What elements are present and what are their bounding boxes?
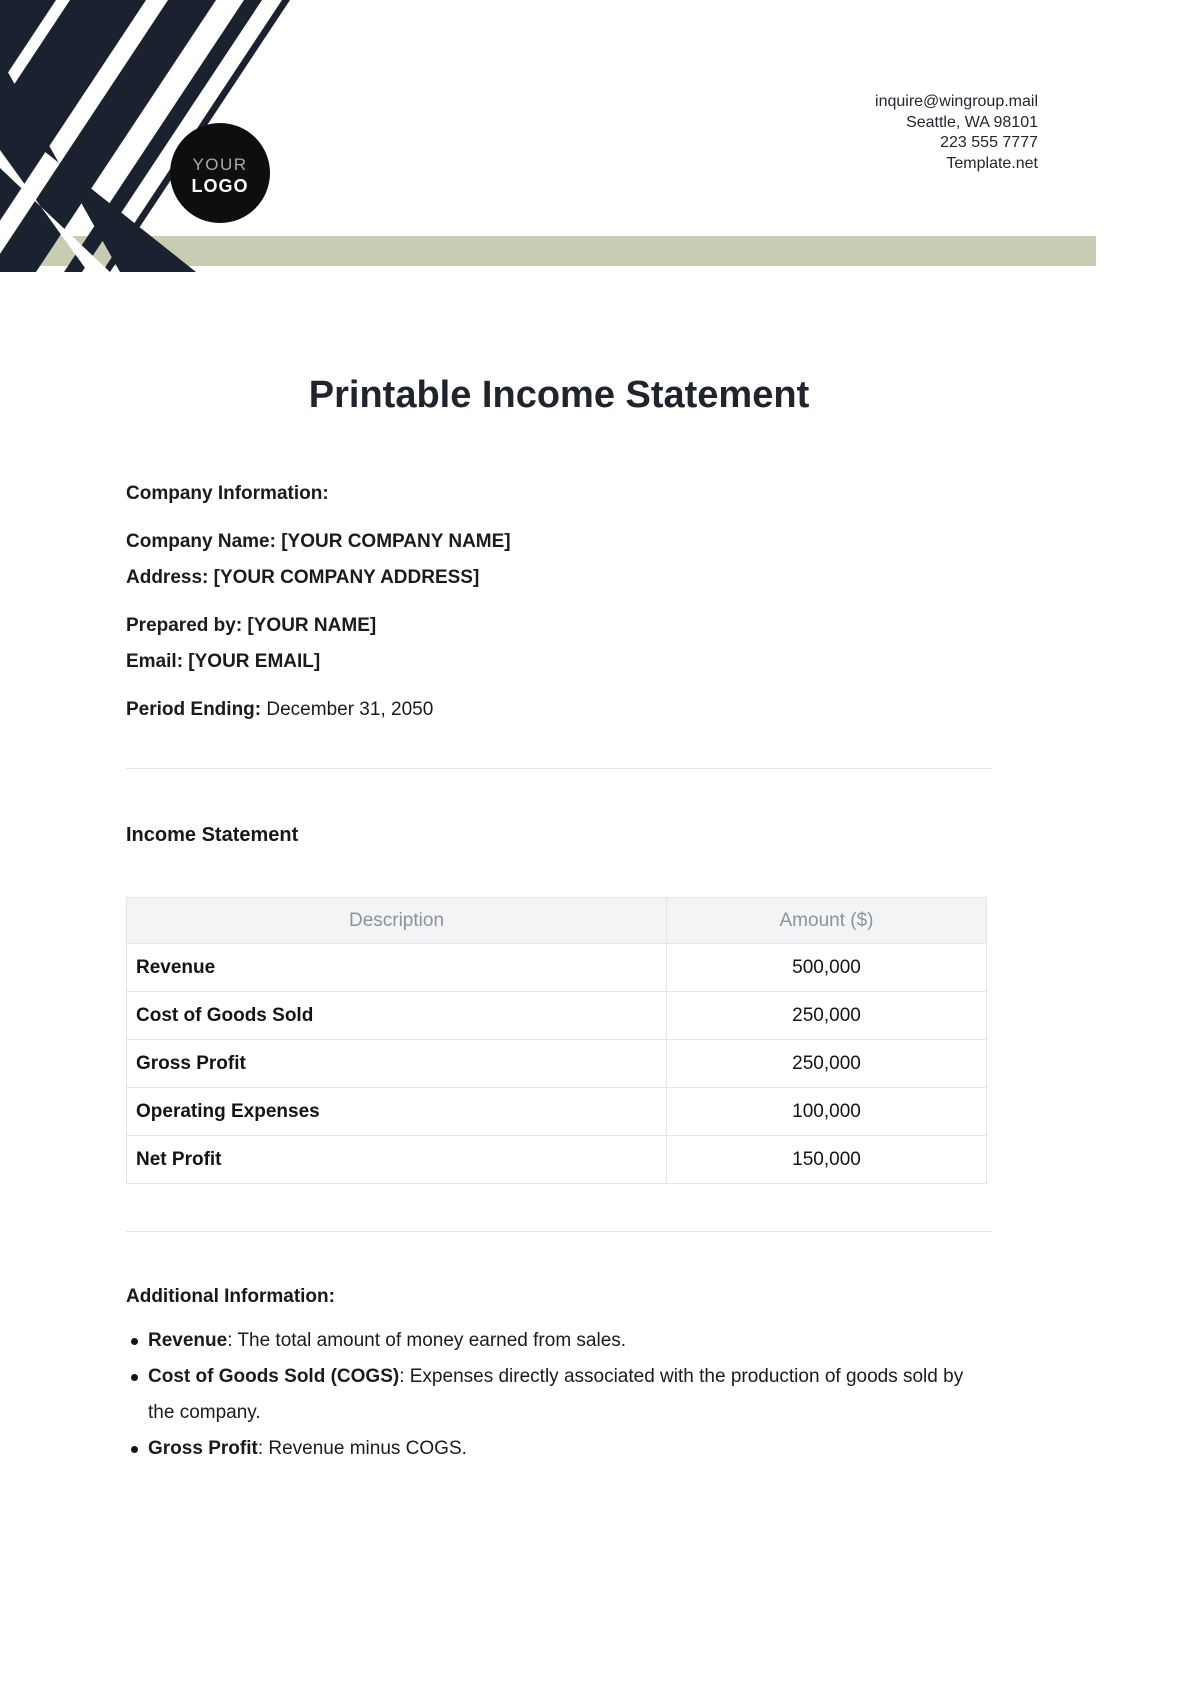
logo-text-bottom: LOGO: [191, 176, 249, 196]
bullet-icon: [131, 1446, 138, 1453]
bullet-icon: [131, 1338, 138, 1345]
row-description: Cost of Goods Sold: [127, 992, 667, 1040]
period-ending-value: December 31, 2050: [261, 699, 434, 720]
list-item: [126, 1359, 992, 1431]
company-info-heading: Company Information:: [126, 483, 329, 504]
list-item: [126, 1323, 992, 1359]
logo-text-top: YOUR: [192, 155, 248, 174]
row-amount: 250,000: [667, 992, 987, 1040]
table-row: [127, 1040, 987, 1088]
table-row: [127, 1136, 987, 1184]
divider: [126, 1231, 992, 1232]
list-item-text: : Expenses directly associated with the production of goods sold by the company.: [148, 1366, 964, 1423]
contact-email: inquire@wingroup.mail: [875, 93, 1038, 110]
contact-block: [875, 92, 1038, 174]
contact-website: Template.net: [946, 154, 1038, 172]
logo: [170, 123, 270, 223]
document-body: [126, 481, 992, 1467]
table-row: [127, 1088, 987, 1136]
bullet-icon: [131, 1374, 138, 1381]
table-row: [127, 992, 987, 1040]
prepared-by-line: Prepared by: [YOUR NAME]: [126, 615, 377, 636]
column-header-amount: Amount ($): [667, 898, 987, 944]
column-header-description: Description: [127, 898, 667, 944]
list-item-label: Cost of Goods Sold (COGS): [148, 1366, 400, 1387]
row-description: Gross Profit: [127, 1040, 667, 1088]
company-email-line: Email: [YOUR EMAIL]: [126, 651, 321, 672]
period-ending-label: Period Ending:: [126, 699, 262, 720]
page-title: Printable Income Statement: [308, 374, 810, 416]
additional-info-heading: Additional Information:: [126, 1286, 335, 1307]
corner-decoration: [0, 0, 320, 272]
list-item-text: : Revenue minus COGS.: [257, 1438, 467, 1459]
divider: [126, 768, 992, 769]
income-statement-table: [126, 897, 987, 1184]
corner-stripes-graphic: [0, 0, 320, 272]
list-item-label: Revenue: [148, 1330, 228, 1351]
table-row: [127, 944, 987, 992]
row-description: Operating Expenses: [127, 1088, 667, 1136]
company-address-line: Address: [YOUR COMPANY ADDRESS]: [126, 567, 480, 588]
row-amount: 100,000: [667, 1088, 987, 1136]
list-item: [126, 1431, 992, 1467]
row-amount: 150,000: [667, 1136, 987, 1184]
list-item-text: : The total amount of money earned from sales.: [227, 1330, 627, 1351]
income-statement-heading: Income Statement: [126, 824, 299, 846]
table-header-row: [127, 898, 987, 944]
row-description: Revenue: [127, 944, 667, 992]
company-name-line: Company Name: [YOUR COMPANY NAME]: [126, 531, 511, 552]
row-description: Net Profit: [127, 1136, 667, 1184]
list-item-label: Gross Profit: [148, 1438, 258, 1459]
additional-info-list: [126, 1323, 992, 1467]
period-ending-line: [126, 697, 992, 723]
row-amount: 250,000: [667, 1040, 987, 1088]
row-amount: 500,000: [667, 944, 987, 992]
contact-phone: 223 555 7777: [940, 134, 1038, 151]
contact-location: Seattle, WA 98101: [906, 113, 1038, 131]
